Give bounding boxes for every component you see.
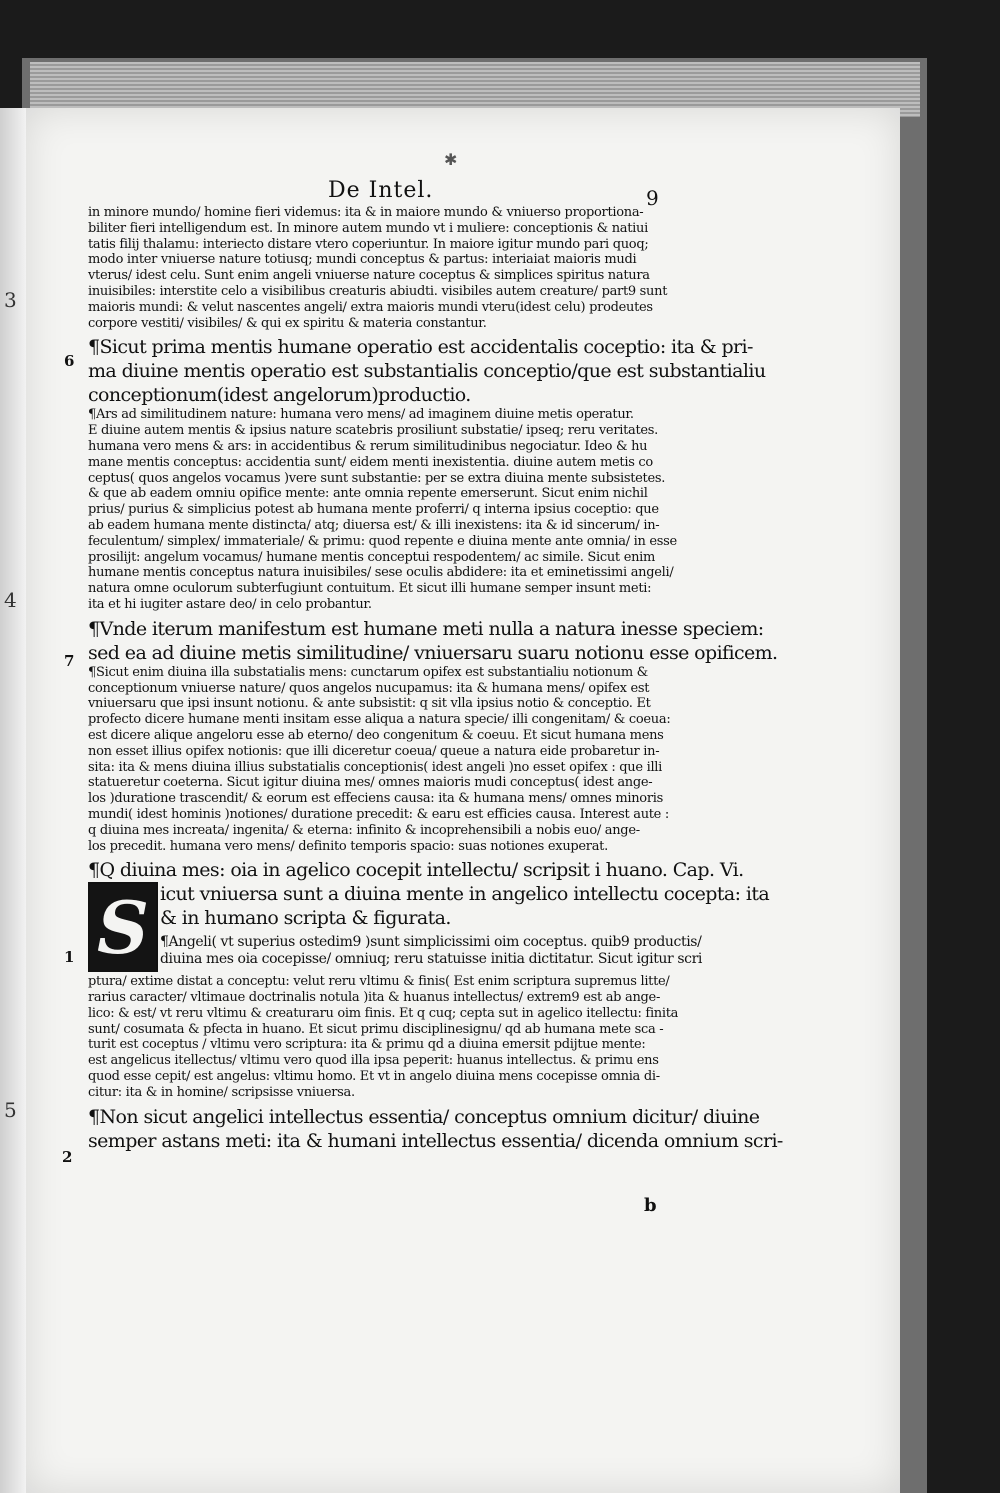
left-page-mark: 4 bbox=[4, 588, 17, 612]
heading-7 bbox=[88, 617, 778, 665]
text-line: ptura/ extime distat a conceptu: velut reru vltimu & finis( Est enim scriptura supremus litte/ bbox=[88, 974, 670, 990]
chapter-title bbox=[88, 858, 744, 882]
section-line bbox=[160, 934, 710, 951]
margin-number-2: 2 bbox=[62, 1148, 73, 1166]
text-line: mane mentis conceptus: accidentia sunt/ eidem menti inexistentia. diuine autem metis co bbox=[88, 454, 653, 470]
paragraph-1 bbox=[88, 205, 710, 331]
heading-line: conceptionum(idest angelorum)productio. bbox=[88, 384, 471, 407]
text-line: prosilijt: angelum vocamus/ humane mentis conceptui respodentem/ ac simile. Sicut enim bbox=[88, 549, 656, 565]
left-page-edge bbox=[0, 108, 26, 1493]
signature-mark: b bbox=[644, 1195, 657, 1216]
heading-line: ma diuine mentis operatio est substantialis conceptio/que est substantialiu bbox=[88, 360, 766, 383]
text-line: citur: ita & in homine/ scripsisse vniuersa. bbox=[88, 1084, 355, 1100]
paragraph-mark-icon: ¶ bbox=[88, 664, 96, 680]
text-line: maioris mundi: & velut nascentes angeli/ extra maioris mundi vteru(idest celu) prodeutes bbox=[88, 299, 653, 315]
text-line: mundi( idest hominis )notiones/ duratione precedit: & earu est efficies causa. Interest aute : bbox=[88, 806, 669, 822]
text-line: vniuersaru que ipsi insunt notionu. & ante subsistit: q sit vlla ipsius notio & conceptio. Et bbox=[88, 696, 651, 712]
heading-6 bbox=[88, 335, 766, 407]
text-line: tatis filij thalamu: interiecto distare vtero coperiuntur. In maiore igitur mundo pari quoq; bbox=[88, 236, 649, 252]
running-head: De Intel. bbox=[328, 178, 434, 203]
text-line: in minore mundo/ homine fieri videmus: ita & in maiore mundo & vniuerso proportiona- bbox=[88, 205, 644, 220]
text-line: los )duratione trascendit/ & eorum est effeciens causa: ita & humana mens/ omnes minoris bbox=[88, 791, 663, 807]
paragraph-2 bbox=[88, 407, 710, 612]
text-line: conceptionum vniuerse nature/ quos angelos nucupamus: ita & humana mens/ opifex est bbox=[88, 680, 650, 696]
heading-text: Sicut prima mentis humane operatio est accidentalis coceptio: ita & pri- bbox=[99, 336, 753, 359]
paragraph-mark-icon: ¶ bbox=[88, 1105, 100, 1128]
text-line: ab eadem humana mente distincta/ atq; diuersa est/ & illi inexistens: ita & id sincerum/ in- bbox=[88, 517, 660, 533]
text-line: natura omne oculorum subterfugiunt contuitum. Et sicut illi humane semper insunt meti: bbox=[88, 581, 652, 597]
text-line: rarius caracter/ vltimaue doctrinalis notula )ita & huanus intellectus/ extrem9 est ab ange- bbox=[88, 990, 661, 1006]
section-1 bbox=[88, 882, 770, 994]
text-line: est dicere alique angeloru esse ab eterno/ deo congenitum & coeuu. Et sicut humana mens bbox=[88, 727, 664, 743]
left-page-mark: 5 bbox=[4, 1098, 17, 1122]
text-line: biliter fieri intelligendum est. In minore autem mundo vt i muliere: conceptionis & natiui bbox=[88, 220, 648, 236]
heading-line: semper astans meti: ita & humani intellectus essentia/ dicenda omnium scri- bbox=[88, 1129, 783, 1152]
left-page-mark: 3 bbox=[4, 288, 17, 312]
text-line: humane mentis conceptus natura inuisibiles/ sese oculis abdidere: ita et eminetissimi angeli/ bbox=[88, 565, 674, 581]
heading-line bbox=[88, 335, 753, 359]
section-line: icut vniuersa sunt a diuina mente in angelico intellectu cocepta: ita bbox=[160, 883, 770, 906]
heading-line bbox=[88, 617, 764, 641]
text-line: ita et hi iugiter astare deo/ in celo probantur. bbox=[88, 596, 372, 612]
text-line bbox=[88, 407, 710, 423]
text-line: sita: ita & mens diuina illius substatialis conceptionis( idest angeli )no esset opifex : que illi bbox=[88, 759, 663, 775]
text-line bbox=[88, 665, 710, 681]
paragraph-mark-icon: ¶ bbox=[160, 934, 169, 951]
text-line: humana vero mens & ars: in accidentibus & rerum similitudinibus negociatur. Ideo & hu bbox=[88, 438, 648, 454]
text-line: corpore vestiti/ visibiles/ & qui ex spiritu & materia constantur. bbox=[88, 315, 487, 331]
paragraph-mark-icon: ¶ bbox=[88, 336, 100, 359]
text-line: profecto dicere humane menti insitam esse aliqua a natura specie/ illi congenitam/ & coeua: bbox=[88, 712, 671, 728]
text-line: feculentum/ simplex/ immateriale/ & primu: quod repente e diuina mente ante omnia/ in esse bbox=[88, 533, 677, 549]
heading-text: Vnde iterum manifestum est humane meti nulla a natura inesse speciem: bbox=[99, 617, 764, 640]
text-line: modo inter vniuerse nature totiusq; mundi conceptus & partus: interiaiat maioris mudi bbox=[88, 252, 637, 268]
text-line: vterus/ idest celu. Sunt enim angeli vniuerse nature coceptus & simplices spiritus natura bbox=[88, 268, 650, 284]
text-line: lico: & est/ vt reru vltimu & creaturaru oim finis. Et q cuq; cepta sut in agelico itellectu: finita bbox=[88, 1005, 679, 1021]
heading-line: sed ea ad diuine metis similitudine/ vniuersaru suaru notionu esse opificem. bbox=[88, 641, 778, 664]
section-line: diuina mes oia cocepisse/ omniuq; reru statuisse initia dictitatur. Sicut igitur scri bbox=[160, 951, 702, 968]
text-line: est angelicus itellectus/ vltimu vero quod illa ipsa peperit: huanus intellectus. & primu ens bbox=[88, 1053, 659, 1069]
heading-line bbox=[88, 1105, 760, 1129]
text-line: & que ab eadem omniu opifice mente: ante omnia repente emerserunt. Sicut enim nichil bbox=[88, 486, 648, 502]
paragraph-mark-icon: ¶ bbox=[88, 617, 100, 640]
text-column bbox=[88, 205, 783, 1153]
chapter-title-text: Q diuina mes: oia in agelico cocepit intellectu/ scripsit i huano. Cap. Vi. bbox=[99, 859, 744, 882]
margin-number-1: 1 bbox=[64, 948, 75, 966]
text-line: los precedit. humana vero mens/ definito temporis spacio: suas notiones exuperat. bbox=[88, 838, 608, 854]
text-line: q diuina mes increata/ ingenita/ & eterna: infinito & incoprehensibili a nobis euo/ ange- bbox=[88, 822, 640, 838]
text-span: Angeli( vt superius ostedim9 )sunt simplicissimi oim coceptus. quib9 productis/ bbox=[168, 934, 702, 951]
margin-number-7: 7 bbox=[64, 652, 75, 670]
text-line: quod esse cepit/ est angelus: vltimu homo. Et vt in angelo diuina mens cocepisse omnia di- bbox=[88, 1069, 660, 1085]
section-line: & in humano scripta & figurata. bbox=[160, 907, 451, 930]
text-line: prius/ purius & simplicius potest ab humana mente proferri/ q interna ipsius coceptio: que bbox=[88, 502, 659, 518]
text-line: turit est coceptus / vltimu vero scriptura: ita & primu qd a diuina emersit pdijtue mente: bbox=[88, 1037, 646, 1053]
paragraph-mark-icon: ¶ bbox=[88, 859, 100, 882]
text-line: E diuine autem mentis & ipsius nature scatebris prosiliunt substatie/ ipseq; reru veritates. bbox=[88, 423, 658, 439]
text-line: ceptus( quos angelos vocamus )vere sunt substantie: per se extra diuina mente subsistetes. bbox=[88, 470, 666, 486]
text-line: inuisibiles: interstite celo a visibilibus creaturis abiudti. visibiles autem creature/ part9 sunt bbox=[88, 283, 668, 299]
decorated-initial: S bbox=[88, 882, 158, 972]
paragraph-mark-icon: ¶ bbox=[88, 407, 96, 423]
heading-text: Non sicut angelici intellectus essentia/ conceptus omnium dicitur/ diuine bbox=[99, 1105, 760, 1128]
text-span: Ars ad similitudinem nature: humana vero mens/ ad imaginem diuine metis operatur. bbox=[95, 407, 634, 423]
text-line: non esset illius opifex notionis: que illi diceretur coeua/ queue a natura eide probaretur in- bbox=[88, 743, 660, 759]
ink-speck: ✱ bbox=[444, 150, 458, 169]
text-line: statueretur coeterna. Sicut igitur diuina mes/ omnes maioris mudi conceptus( idest ange- bbox=[88, 775, 653, 791]
paragraph-3 bbox=[88, 665, 710, 855]
margin-number-6: 6 bbox=[64, 352, 75, 370]
text-line: sunt/ cosumata & pfecta in huano. Et sicut primu disciplinesignu/ qd ab humana mete sca - bbox=[88, 1021, 664, 1037]
folio-number: 9 bbox=[646, 186, 659, 210]
text-span: Sicut enim diuina illa substatialis mens: cunctarum opifex est substantialiu notionum & bbox=[95, 664, 648, 680]
heading-2 bbox=[88, 1105, 783, 1153]
